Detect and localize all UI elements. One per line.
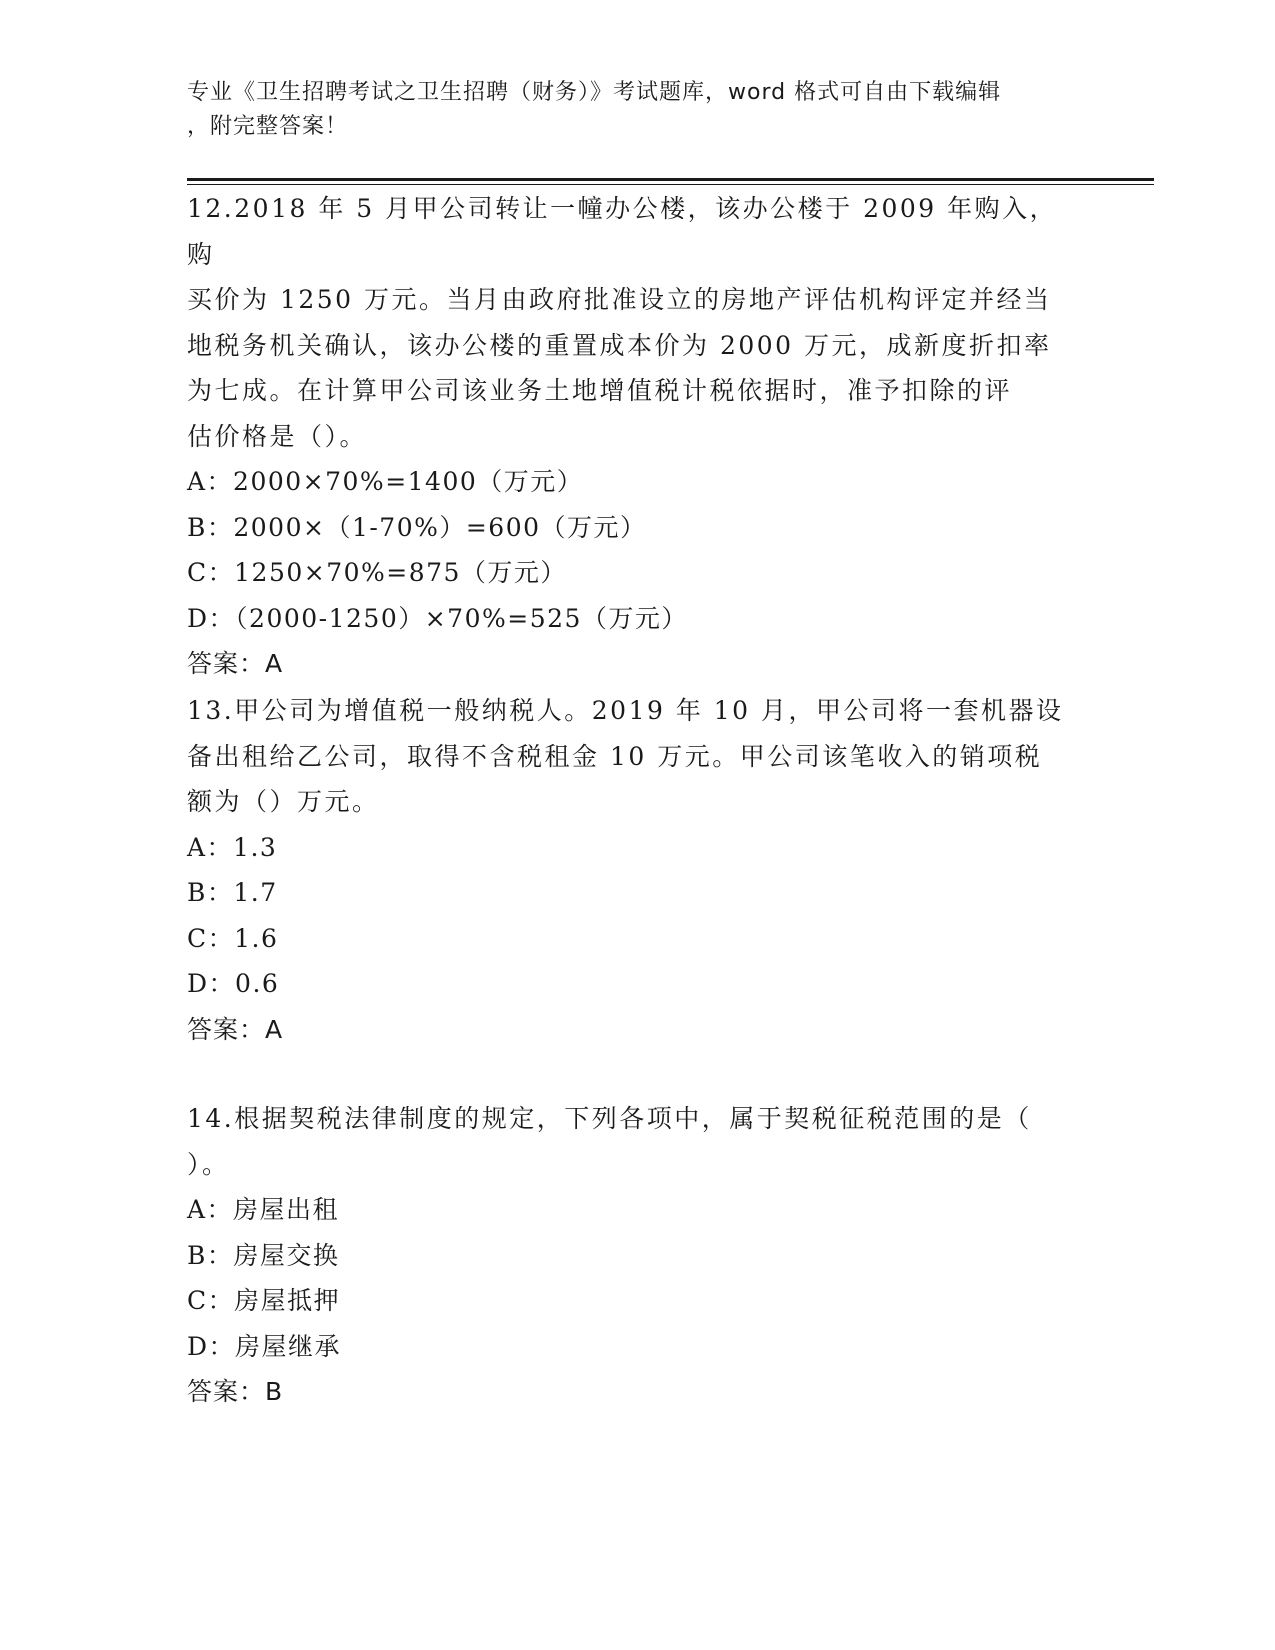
question-stem-line: 12.2018 年 5 月甲公司转让一幢办公楼，该办公楼于 2009 年购入，购 [187, 194, 1058, 269]
option-b: B：2000×（1-70%）=600（万元） [187, 512, 647, 542]
header-line-2: ，附完整答案！ [187, 114, 349, 139]
header-line-1: 专业《卫生招聘考试之卫生招聘（财务）》考试题库，word 格式可自由下载编辑 [187, 80, 1002, 105]
question-stem-line: 地税务机关确认，该办公楼的重置成本价为 2000 万元，成新度折扣率 [187, 330, 1052, 360]
question-stem-line: 14.根据契税法律制度的规定，下列各项中，属于契税征税范围的是（ [187, 1104, 1032, 1133]
question-14 [187, 1096, 1067, 1415]
document-header [187, 76, 1067, 144]
question-stem-line: 买价为 1250 万元。当月由政府批准设立的房地产评估机构评定并经当 [187, 285, 1052, 314]
answer-line: 答案：A [187, 649, 284, 678]
header-divider-thick [187, 178, 1154, 181]
question-stem-line: 13.甲公司为增值税一般纳税人。2019 年 10 月，甲公司将一套机器设 [187, 696, 1064, 725]
option-d: D：房屋继承 [187, 1331, 342, 1361]
answer-line: 答案：A [187, 1014, 284, 1044]
answer-line: 答案：B [187, 1377, 284, 1406]
option-a: A：2000×70%=1400（万元） [187, 467, 584, 496]
option-a: A：房屋出租 [187, 1195, 340, 1224]
option-b: B：1.7 [187, 878, 278, 907]
question-13 [187, 688, 1067, 1052]
option-c: C：1250×70%=875（万元） [187, 558, 567, 587]
option-d: D：（2000-1250）×70%=525（万元） [187, 603, 688, 633]
question-stem-line: 估价格是（）。 [187, 421, 368, 451]
option-d: D：0.6 [187, 969, 280, 998]
option-c: C：房屋抵押 [187, 1286, 341, 1315]
question-stem-line: 备出租给乙公司，取得不含税租金 10 万元。甲公司该笔收入的销项税 [187, 741, 1043, 771]
option-c: C：1.6 [187, 923, 279, 953]
header-divider-thin [187, 184, 1154, 185]
option-b: B：房屋交换 [187, 1240, 340, 1270]
option-a: A：1.3 [187, 832, 278, 862]
question-stem-line: ）。 [187, 1149, 230, 1179]
question-12 [187, 186, 1067, 687]
question-stem-line: 为七成。在计算甲公司该业务土地增值税计税依据时，准予扣除的评 [187, 376, 1013, 405]
question-stem-line: 额为（）万元。 [187, 787, 380, 816]
